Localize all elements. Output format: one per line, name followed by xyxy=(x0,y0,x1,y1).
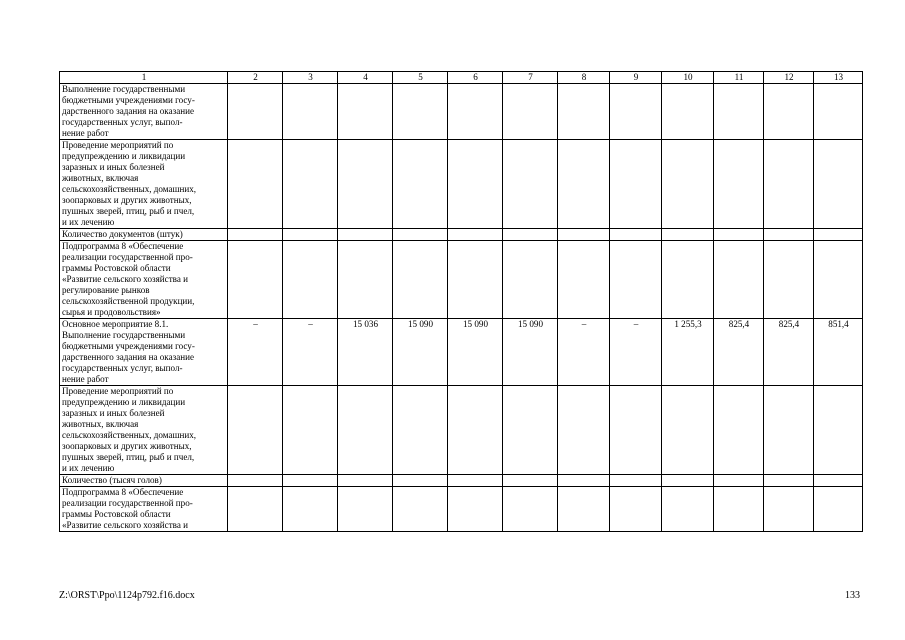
row-label-line: животных, включая xyxy=(62,173,139,183)
table-cell xyxy=(338,84,393,140)
row-label-line: сельскохозяйственных, домашних, xyxy=(62,430,197,440)
row-label-line: зоопарковых и других животных, xyxy=(62,195,192,205)
header-cell: 3 xyxy=(283,72,338,84)
row-label-line: предупреждению и ликвидации xyxy=(62,397,186,407)
table-cell xyxy=(283,475,338,487)
table-cell: – xyxy=(558,319,610,386)
row-label-line: реализации государственной про- xyxy=(62,252,193,262)
table-cell xyxy=(338,140,393,229)
table-cell xyxy=(814,241,863,319)
table-cell xyxy=(610,140,662,229)
table-cell xyxy=(662,84,714,140)
table-cell xyxy=(503,475,558,487)
table-cell xyxy=(393,84,448,140)
table-cell xyxy=(814,475,863,487)
table-cell xyxy=(662,241,714,319)
row-label-line: сельскохозяйственных, домашних, xyxy=(62,184,197,194)
table-cell: 15 036 xyxy=(338,319,393,386)
table-cell xyxy=(610,386,662,475)
table-cell xyxy=(448,84,503,140)
row-label-line: реализации государственной про- xyxy=(62,498,193,508)
row-label-line: «Развитие сельского хозяйства и xyxy=(62,520,189,530)
table-cell xyxy=(338,241,393,319)
row-label-line: Подпрограмма 8 «Обеспечение xyxy=(62,241,184,251)
row-label xyxy=(60,229,228,241)
table-cell xyxy=(610,475,662,487)
header-cell: 12 xyxy=(764,72,814,84)
row-label-line: пушных зверей, птиц, рыб и пчел, xyxy=(62,206,195,216)
row-label-line: Количество (тысяч голов) xyxy=(62,475,162,485)
header-row xyxy=(60,72,863,84)
table-cell xyxy=(283,386,338,475)
table-cell: – xyxy=(283,319,338,386)
table-cell xyxy=(714,229,764,241)
table-row xyxy=(60,241,863,319)
data-table xyxy=(59,71,863,532)
row-label xyxy=(60,319,228,386)
row-label-line: бюджетными учреждениями госу- xyxy=(62,95,195,105)
table-cell xyxy=(448,475,503,487)
table-cell xyxy=(814,487,863,532)
row-label-line: граммы Ростовской области xyxy=(62,509,171,519)
row-label xyxy=(60,140,228,229)
row-label-line: Выполнение государственными xyxy=(62,330,186,340)
table-cell xyxy=(393,386,448,475)
header-cell: 6 xyxy=(448,72,503,84)
table-cell xyxy=(714,386,764,475)
row-label-line: граммы Ростовской области xyxy=(62,263,171,273)
table-cell xyxy=(393,487,448,532)
row-label-line: государственных услуг, выпол- xyxy=(62,117,183,127)
table-cell xyxy=(503,241,558,319)
header-cell: 7 xyxy=(503,72,558,84)
table-cell xyxy=(283,229,338,241)
row-label xyxy=(60,84,228,140)
table-cell xyxy=(558,386,610,475)
table-cell xyxy=(764,487,814,532)
row-label xyxy=(60,241,228,319)
row-label-line: нение работ xyxy=(62,128,109,138)
table-cell xyxy=(283,84,338,140)
table-cell xyxy=(283,140,338,229)
row-label xyxy=(60,487,228,532)
row-label-line: Подпрограмма 8 «Обеспечение xyxy=(62,487,184,497)
row-label-line: сельскохозяйственной продукции, xyxy=(62,296,195,306)
row-label-line: Проведение мероприятий по xyxy=(62,386,174,396)
header-cell: 8 xyxy=(558,72,610,84)
table-cell xyxy=(393,140,448,229)
table-row xyxy=(60,386,863,475)
table-cell xyxy=(558,140,610,229)
row-label-line: дарственного задания на оказание xyxy=(62,106,195,116)
table-cell xyxy=(764,241,814,319)
table-cell xyxy=(764,229,814,241)
table-cell: 15 090 xyxy=(448,319,503,386)
table-cell xyxy=(503,386,558,475)
table-cell xyxy=(764,475,814,487)
header-cell: 2 xyxy=(228,72,283,84)
header-cell: 5 xyxy=(393,72,448,84)
header-cell: 10 xyxy=(662,72,714,84)
row-label-line: зоопарковых и других животных, xyxy=(62,441,192,451)
table-cell: 851,4 xyxy=(814,319,863,386)
table-cell xyxy=(503,229,558,241)
header-cell: 4 xyxy=(338,72,393,84)
table-cell xyxy=(448,487,503,532)
table-cell xyxy=(448,229,503,241)
header-cell: 13 xyxy=(814,72,863,84)
table-cell xyxy=(764,386,814,475)
table-cell xyxy=(610,84,662,140)
table-cell xyxy=(662,140,714,229)
table-cell xyxy=(662,229,714,241)
table-cell xyxy=(448,140,503,229)
table-cell xyxy=(558,84,610,140)
table-cell xyxy=(764,84,814,140)
table-cell xyxy=(558,241,610,319)
table-row xyxy=(60,487,863,532)
table-cell xyxy=(610,229,662,241)
table-cell xyxy=(714,475,764,487)
table-cell: – xyxy=(228,319,283,386)
row-label-line: пушных зверей, птиц, рыб и пчел, xyxy=(62,452,195,462)
table-cell xyxy=(393,475,448,487)
row-label-line: государственных услуг, выпол- xyxy=(62,363,183,373)
table-cell xyxy=(393,241,448,319)
table-cell: 825,4 xyxy=(764,319,814,386)
table-cell xyxy=(228,487,283,532)
table-cell xyxy=(714,84,764,140)
table-cell xyxy=(448,386,503,475)
table-cell xyxy=(814,84,863,140)
table-cell: 15 090 xyxy=(503,319,558,386)
table-cell xyxy=(338,386,393,475)
row-label-line: Количество документов (штук) xyxy=(62,229,183,239)
row-label-line: и их лечению xyxy=(62,463,115,473)
table-cell xyxy=(662,475,714,487)
table-cell xyxy=(228,229,283,241)
table-row xyxy=(60,229,863,241)
table-cell xyxy=(662,386,714,475)
table-cell xyxy=(714,487,764,532)
header-cell: 11 xyxy=(714,72,764,84)
table-cell xyxy=(610,487,662,532)
table-cell xyxy=(448,241,503,319)
row-label-line: регулирование рынков xyxy=(62,285,150,295)
table-cell xyxy=(228,241,283,319)
table-cell xyxy=(610,241,662,319)
table-cell xyxy=(558,475,610,487)
table-cell: 1 255,3 xyxy=(662,319,714,386)
table-cell xyxy=(503,487,558,532)
table-cell: 15 090 xyxy=(393,319,448,386)
row-label-line: Основное мероприятие 8.1. xyxy=(62,319,169,329)
table-row xyxy=(60,475,863,487)
row-label-line: Выполнение государственными xyxy=(62,84,186,94)
table-cell xyxy=(283,241,338,319)
table-cell xyxy=(503,84,558,140)
table-row xyxy=(60,140,863,229)
table-cell xyxy=(338,229,393,241)
table-cell xyxy=(228,140,283,229)
table-cell xyxy=(558,487,610,532)
table-cell xyxy=(714,241,764,319)
table-cell xyxy=(503,140,558,229)
row-label-line: заразных и иных болезней xyxy=(62,408,165,418)
table-cell xyxy=(714,140,764,229)
row-label-line: «Развитие сельского хозяйства и xyxy=(62,274,189,284)
row-label-line: предупреждению и ликвидации xyxy=(62,151,186,161)
table-cell xyxy=(283,487,338,532)
table-row xyxy=(60,319,863,386)
row-label-line: и их лечению xyxy=(62,217,115,227)
table-cell xyxy=(338,487,393,532)
row-label-line: Проведение мероприятий по xyxy=(62,140,174,150)
table-cell xyxy=(814,140,863,229)
table-cell xyxy=(338,475,393,487)
header-cell: 1 xyxy=(60,72,228,84)
table-body xyxy=(60,72,863,532)
table-cell: – xyxy=(610,319,662,386)
table-row xyxy=(60,84,863,140)
table-cell xyxy=(814,229,863,241)
page-number: 133 xyxy=(845,590,860,601)
row-label-line: животных, включая xyxy=(62,419,139,429)
table-cell: 825,4 xyxy=(714,319,764,386)
table-cell xyxy=(393,229,448,241)
table-cell xyxy=(228,386,283,475)
row-label-line: бюджетными учреждениями госу- xyxy=(62,341,195,351)
row-label-line: заразных и иных болезней xyxy=(62,162,165,172)
row-label-line: нение работ xyxy=(62,374,109,384)
row-label xyxy=(60,386,228,475)
header-cell: 9 xyxy=(610,72,662,84)
file-path: Z:\ORST\Ppo\1124p792.f16.docx xyxy=(59,590,195,601)
table-cell xyxy=(228,475,283,487)
table-cell xyxy=(764,140,814,229)
table-cell xyxy=(558,229,610,241)
row-label-line: сырья и продовольствия» xyxy=(62,307,161,317)
table-cell xyxy=(228,84,283,140)
row-label-line: дарственного задания на оказание xyxy=(62,352,195,362)
table-cell xyxy=(662,487,714,532)
row-label xyxy=(60,475,228,487)
table-cell xyxy=(814,386,863,475)
